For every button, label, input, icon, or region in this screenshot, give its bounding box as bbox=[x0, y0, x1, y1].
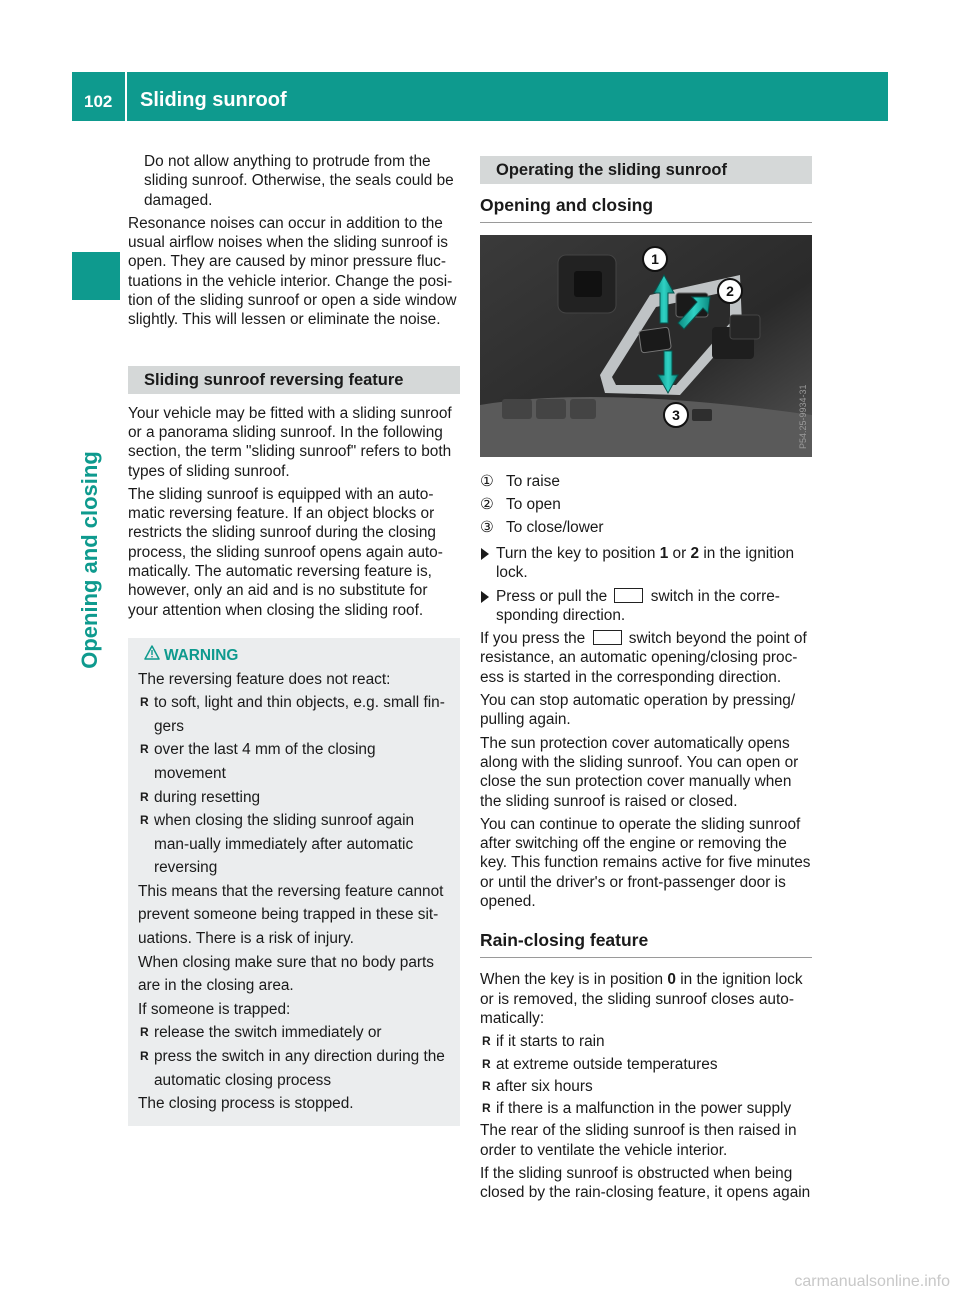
warning-bullet-text: press the switch in any direction during the automatic closing process bbox=[154, 1048, 445, 1089]
callout-2: 2 bbox=[726, 283, 734, 299]
rear-raised-paragraph: The rear of the sliding sunroof is then raised in order to ventilate the vehicle interior. bbox=[480, 1122, 797, 1159]
automatic-paragraph bbox=[480, 629, 812, 687]
stop-paragraph: You can stop automatic operation by pressing/ pulling again. bbox=[480, 692, 796, 729]
step-arrow-icon bbox=[480, 547, 490, 561]
warning-bullet-text: release the switch immediately or bbox=[154, 1024, 382, 1042]
legend-item bbox=[480, 494, 812, 515]
warning-bullet-text: when closing the sliding sunroof again man-ually immediately after automatic reversing bbox=[154, 812, 415, 877]
bullet-icon: R bbox=[482, 1078, 491, 1093]
rain-bullet bbox=[480, 1077, 812, 1096]
warning-box bbox=[128, 638, 460, 1126]
legend-number: ③ bbox=[480, 519, 494, 536]
bullet-icon: R bbox=[482, 1056, 491, 1071]
legend-text: To close/lower bbox=[506, 519, 604, 536]
reversing-section-heading: Sliding sunroof reversing feature bbox=[128, 366, 460, 394]
chapter-side-label: Opening and closing bbox=[77, 451, 102, 669]
step-text: in the ignition lock. bbox=[496, 545, 795, 582]
warning-bullet-text: to soft, light and thin objects, e.g. small fin-gers bbox=[154, 694, 445, 735]
sunroof-switch-photo bbox=[480, 235, 812, 457]
warning-triangle-icon bbox=[144, 645, 160, 660]
rain-closing-heading: Rain-closing feature bbox=[480, 929, 812, 958]
step-text: Press or pull the bbox=[496, 587, 612, 605]
footer-watermark bbox=[0, 1272, 960, 1292]
warning-paragraph-4: The closing process is stopped. bbox=[138, 1095, 354, 1113]
bullet-icon: R bbox=[140, 695, 149, 710]
callout-3: 3 bbox=[672, 407, 680, 423]
bullet-icon: R bbox=[140, 1025, 149, 1040]
sunroof-switch-icon bbox=[593, 630, 622, 645]
warning-paragraph-3: If someone is trapped: bbox=[138, 1000, 291, 1018]
rain-paragraph bbox=[480, 970, 812, 1028]
bullet-icon: R bbox=[140, 813, 149, 828]
paragraph-text: in the ignition lock or is removed, the sliding sunroof closes auto-matically: bbox=[480, 971, 803, 1027]
image-code: P54.25-9934-31 bbox=[798, 384, 808, 449]
warning-bullet-text: during resetting bbox=[154, 788, 261, 806]
warning-bullet bbox=[138, 691, 450, 738]
warning-bullet-text: over the last 4 mm of the closing movement bbox=[154, 741, 376, 782]
legend-number: ① bbox=[480, 473, 494, 490]
legend-text: To raise bbox=[506, 473, 560, 490]
rain-bullet-text: at extreme outside temperatures bbox=[496, 1055, 718, 1073]
page-title: Sliding sunroof bbox=[140, 89, 287, 111]
bullet-icon: R bbox=[482, 1101, 491, 1116]
step-arrow-icon bbox=[480, 590, 490, 604]
callout-1: 1 bbox=[651, 251, 659, 267]
instruction-step-1 bbox=[480, 544, 812, 583]
bullet-icon: R bbox=[140, 742, 149, 757]
footer-text: carmanualsonline.info bbox=[794, 1273, 950, 1290]
step-text: or bbox=[668, 545, 691, 562]
rain-bullet-text: if there is a malfunction in the power supply bbox=[496, 1100, 792, 1118]
step-text: Turn the key to position bbox=[496, 545, 660, 562]
obstructed-paragraph: If the sliding sunroof is obstructed when being closed by the rain-closing feature, it opens again bbox=[480, 1165, 811, 1202]
warning-bullet bbox=[138, 809, 450, 880]
key-position: 1 bbox=[659, 545, 669, 562]
right-column bbox=[480, 152, 812, 1207]
warning-heading bbox=[138, 644, 450, 668]
key-position: 0 bbox=[667, 971, 676, 989]
legend-item bbox=[480, 471, 812, 492]
reversing-paragraph-2: The sliding sunroof is equipped with an auto-matic reversing feature. If an object blocks or restricts the sliding sunroof during the closing process, the sliding sunroof opens again auto-matically. The automatic reversing feature is, however, only an aid and is no substitute for your attention when closing the sliding roof. bbox=[128, 485, 443, 619]
header-divider bbox=[125, 72, 127, 121]
paragraph-text: When the key is in position bbox=[480, 971, 668, 989]
key-position: 2 bbox=[690, 545, 700, 562]
warning-bullet bbox=[138, 1045, 450, 1092]
warning-lead: The reversing feature does not react: bbox=[138, 670, 391, 688]
page-number: 102 bbox=[84, 92, 113, 111]
rain-bullet bbox=[480, 1099, 812, 1118]
warning-paragraph-2: When closing make sure that no body parts are in the closing area. bbox=[138, 953, 434, 995]
legend-item bbox=[480, 517, 812, 538]
rain-bullet bbox=[480, 1032, 812, 1051]
bullet-icon: R bbox=[482, 1034, 491, 1049]
intro-paragraph: Do not allow anything to protrude from the sliding sunroof. Otherwise, the seals could be damaged. bbox=[144, 153, 454, 209]
warning-bullet bbox=[138, 1021, 450, 1045]
side-tab-marker bbox=[72, 252, 120, 300]
rain-bullet-text: after six hours bbox=[496, 1077, 593, 1095]
warning-bullet bbox=[138, 738, 450, 785]
warning-bullet bbox=[138, 786, 450, 810]
bullet-icon: R bbox=[140, 1049, 149, 1064]
resonance-paragraph: Resonance noises can occur in addition to the usual airflow noises when the sliding sunroof is open. They are caused by minor pressure fluc-tuations in the vehicle interior. Change the posi-tion of the sliding sunroof or open a side window slightly. This will lessen or eliminate the noise. bbox=[128, 214, 457, 329]
warning-paragraph-1: This means that the reversing feature cannot prevent someone being trapped in these sit-uations. There is a risk of injury. bbox=[138, 882, 444, 948]
operating-section-heading: Operating the sliding sunroof bbox=[480, 156, 812, 184]
rain-bullet bbox=[480, 1055, 812, 1074]
warning-title: WARNING bbox=[164, 646, 239, 664]
reversing-paragraph-1: Your vehicle may be fitted with a sliding sunroof or a panorama sliding sunroof. In the following section, the term "sliding sunroof" refers to both types of sliding sunroof. bbox=[128, 404, 452, 480]
legend-text: To open bbox=[506, 496, 561, 513]
opening-closing-heading: Opening and closing bbox=[480, 194, 812, 223]
continue-paragraph: You can continue to operate the sliding sunroof after switching off the engine or removing the key. This function remains active for five minutes or until the driver's or front-passenger door is opened. bbox=[480, 815, 811, 911]
left-column bbox=[128, 152, 460, 1126]
legend-number: ② bbox=[480, 496, 494, 513]
instruction-step-2 bbox=[480, 587, 812, 626]
paragraph-text: If you press the bbox=[480, 630, 590, 648]
bullet-icon: R bbox=[140, 789, 149, 804]
sun-protection-paragraph: The sun protection cover automatically opens along with the sliding sunroof. You can open or close the sun protection cover manually when the sliding sunroof is raised or closed. bbox=[480, 734, 799, 810]
sunroof-switch-icon bbox=[614, 588, 643, 603]
paragraph-text: switch beyond the point of resistance, an automatic opening/closing proc-ess is started in the corresponding direction. bbox=[480, 630, 807, 686]
rain-bullet-text: if it starts to rain bbox=[496, 1033, 605, 1051]
step-text: switch in the corre-sponding direction. bbox=[496, 587, 780, 624]
